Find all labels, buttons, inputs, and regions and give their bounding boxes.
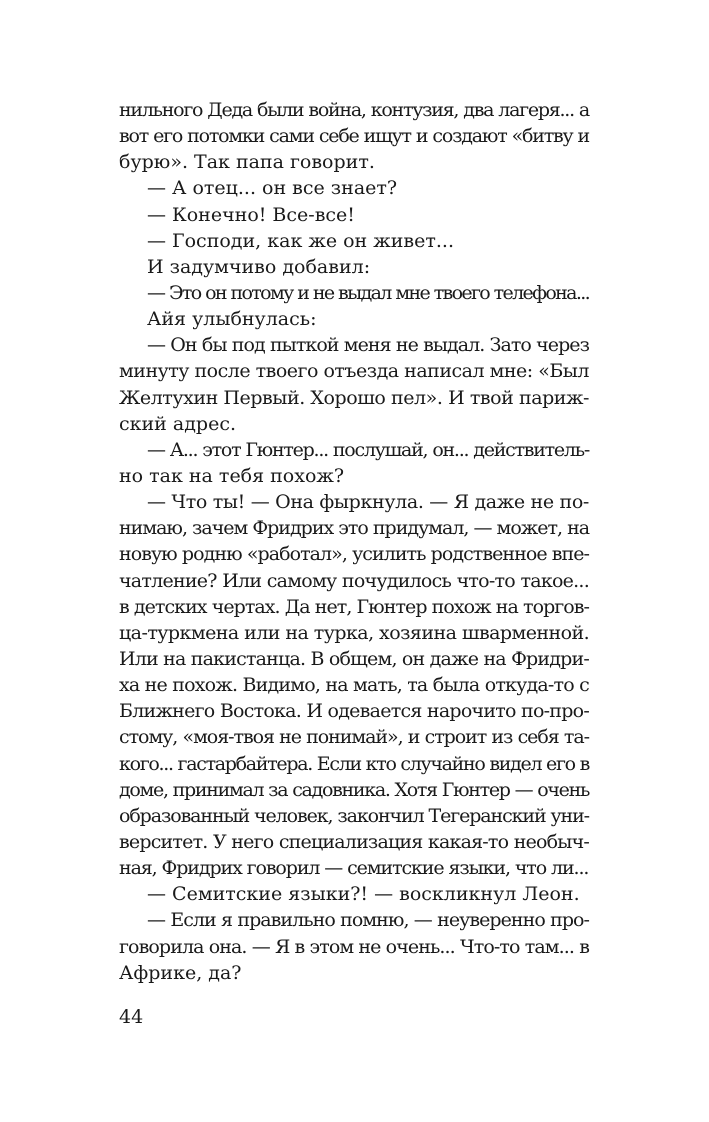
text-line: ха не похож. Видимо, на мать, та была откуда-то с xyxy=(119,674,589,697)
text-line: — Что ты! — Она фыркнула. — Я даже не по- xyxy=(147,491,589,514)
text-line: чатление? Или самому почудилось что-то такое... xyxy=(119,569,589,592)
text-line: образованный человек, закончил Тегеранский уни- xyxy=(119,804,589,827)
text-line: но так на тебя похож? xyxy=(119,464,345,487)
text-line: нильного Деда были война, контузия, два лагеря... а xyxy=(119,99,589,121)
text-line: — Господи, как же он живет... xyxy=(147,229,454,252)
text-line: верситет. У него специализация какая-то необыч- xyxy=(119,830,589,853)
text-line: говорила она. — Я в этом не очень... Что-то там... в xyxy=(119,935,589,958)
page-number: 44 xyxy=(119,1006,144,1028)
text-line: Желтухин Первый. Хорошо пел». И твой париж- xyxy=(119,386,589,409)
text-line: доме, принимал за садовника. Хотя Гюнтер — очень xyxy=(119,778,589,801)
text-line: минуту после твоего отъезда написал мне: «Был xyxy=(119,360,589,383)
text-line: бурю». Так папа говорит. xyxy=(119,151,375,174)
text-line: ная, Фридрих говорил — семитские языки, что ли... xyxy=(119,857,589,880)
body-text xyxy=(119,97,589,986)
text-line: новую родню «работал», усилить родственное впе- xyxy=(119,543,589,566)
text-line: И задумчиво добавил: xyxy=(147,255,371,278)
text-line: — А... этот Гюнтер... послушай, он... действитель- xyxy=(147,438,589,461)
text-line: стому, «моя-твоя не понимай», и строит из себя та- xyxy=(119,726,589,749)
text-line: в детских чертах. Да нет, Гюнтер похож на торгов- xyxy=(119,595,589,618)
text-line: Африке, да? xyxy=(119,961,242,984)
text-line: — Это он потому и не выдал мне твоего телефона... xyxy=(147,281,589,304)
text-line: Айя улыбнулась: xyxy=(147,308,317,331)
text-line: Ближнего Востока. И одевается нарочито по-про- xyxy=(119,700,589,723)
text-line: — А отец... он все знает? xyxy=(147,177,398,200)
text-line: — Семитские языки?! — воскликнул Леон. xyxy=(147,883,580,906)
text-line: вот его потомки сами себе ищут и создают «битву и xyxy=(119,125,589,148)
text-line: Или на пакистанца. В общем, он даже на Фридри- xyxy=(119,647,590,670)
text-line: — Конечно! Все-все! xyxy=(147,203,355,226)
text-line: — Он бы под пыткой меня не выдал. Зато через xyxy=(147,334,589,357)
text-line: ский адрес. xyxy=(119,412,236,435)
text-line: нимаю, зачем Фридрих это придумал, — может, на xyxy=(119,517,590,540)
text-line: ца-туркмена или на турка, хозяина шварменной. xyxy=(119,621,590,644)
text-line: — Если я правильно помню, — неуверенно про- xyxy=(147,909,589,932)
text-line: кого... гастарбайтера. Если кто случайно видел его в xyxy=(119,752,589,775)
